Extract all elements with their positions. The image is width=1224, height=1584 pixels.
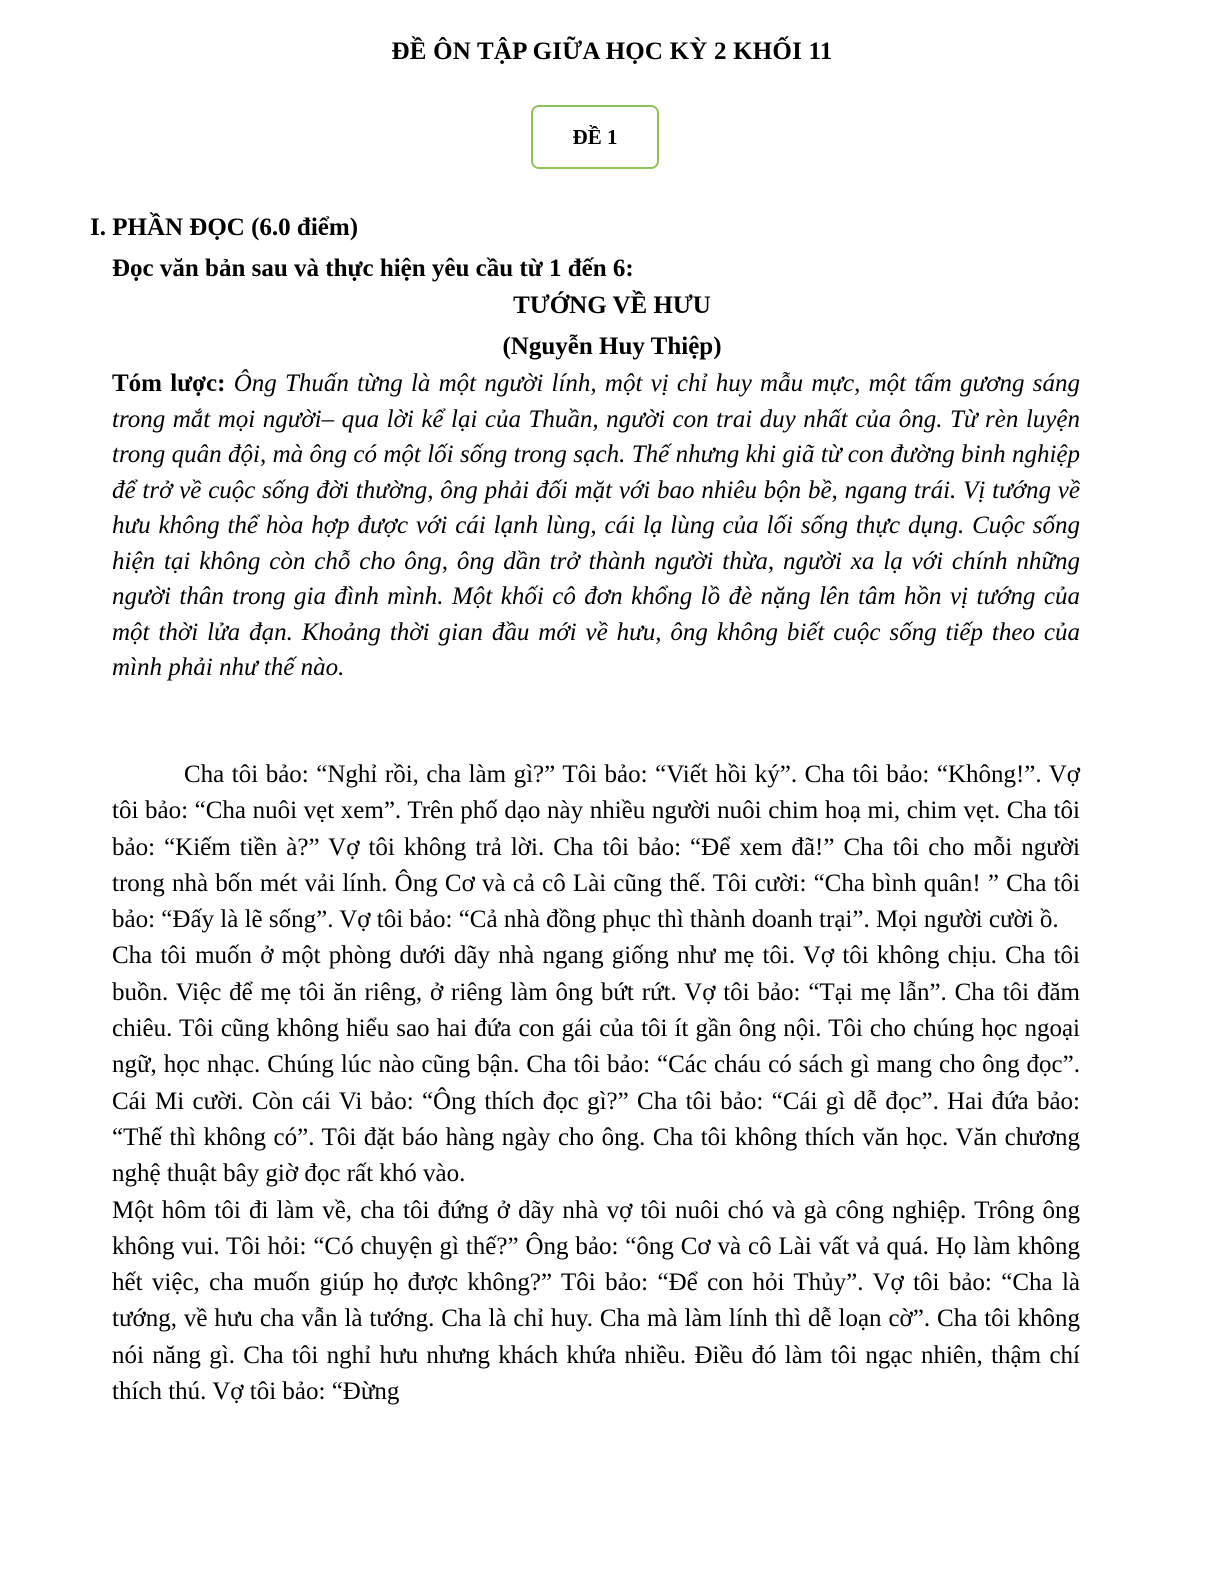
exam-number-label: ĐỀ 1 — [572, 124, 618, 149]
story-title: TƯỚNG VỀ HƯU — [513, 292, 711, 319]
story-author: (Nguyễn Huy Thiệp) — [502, 333, 722, 360]
summary-label: Tóm lược: — [112, 370, 226, 397]
summary-text: Ông Thuấn từng là một người lính, một vị chỉ huy mẫu mực, một tấm gương sáng trong mắt mọi người– qua lời kể lại của Thuần, người con trai duy nhất của ông. Từ rèn luyện trong quân đội, mà ông có một lối sống trong sạch. Thế nhưng khi giã từ con đường binh nghiệp để trở về cuộc sống đời thường, ông phải đối mặt với bao nhiêu bộn bề, ngang trái. Vị tướng về hưu không thể hòa hợp được với cái lạnh lùng, cái lạ lùng của lối sống thực dụng. Cuộc sống hiện tại không còn chỗ cho ông, ông dần trở thành người thừa, người xa lạ với chính những người thân trong gia đình mình. Một khối cô đơn khổng lồ đè nặng lên tâm hồn vị tướng của một thời lửa đạn. Khoảng thời gian đầu mới về hưu, ông không biết cuộc sống tiếp theo của mình phải như thế nào. — [112, 370, 1081, 681]
section-heading: I. PHẦN ĐỌC (6.0 điểm) — [90, 214, 359, 241]
paragraph: Một hôm tôi đi làm về, cha tôi đứng ở dãy nhà vợ tôi nuôi chó và gà công nghiệp. Trông ông không vui. Tôi hỏi: “Có chuyện gì thế?” Ông bảo: “ông Cơ và cô Lài vất vả quá. Họ làm không hết việc, cha muốn giúp họ được không?” Tôi bảo: “Để con hỏi Thủy”. Vợ tôi bảo: “Cha là tướng, về hưu cha vẫn là tướng. Cha là chỉ huy. Cha mà làm lính thì dễ loạn cờ”. Cha tôi không nói năng gì. Cha tôi nghỉ hưu nhưng khách khứa nhiều. Điều đó làm tôi ngạc nhiên, thậm chí thích thú. Vợ tôi bảo: “Đừng — [112, 1196, 1080, 1406]
paragraph: Cha tôi muốn ở một phòng dưới dãy nhà ngang giống như mẹ tôi. Vợ tôi không chịu. Cha tôi buồn. Việc để mẹ tôi ăn riêng, ở riêng làm ông bứt rứt. Vợ tôi bảo: “Tại mẹ lẫn”. Cha tôi đăm chiêu. Tôi cũng không hiểu sao hai đứa con gái của tôi ít gần ông nội. Tôi cho chúng học ngoại ngữ, học nhạc. Chúng lúc nào cũng bận. Cha tôi bảo: “Các cháu có sách gì mang cho ông đọc”. Cái Mi cười. Còn cái Vi bảo: “Ông thích đọc gì?” Cha tôi bảo: “Cái gì dễ đọc”. Hai đứa bảo: “Thế thì không có”. Tôi đặt báo hàng ngày cho ông. Cha tôi không thích văn học. Văn chương nghệ thuật bây giờ đọc rất khó vào. — [112, 942, 1080, 1188]
main-title: ĐỀ ÔN TẬP GIỮA HỌC KỲ 2 KHỐI 11 — [391, 38, 833, 65]
story-excerpt — [112, 757, 1080, 1410]
instruction-text: Đọc văn bản sau và thực hiện yêu cầu từ 1 đến 6: — [112, 255, 634, 282]
exam-number-box — [531, 105, 659, 169]
summary-paragraph — [112, 366, 1080, 686]
paragraph: Cha tôi bảo: “Nghỉ rồi, cha làm gì?” Tôi bảo: “Viết hồi ký”. Cha tôi bảo: “Không!”. Vợ tôi bảo: “Cha nuôi vẹt xem”. Trên phố dạo này nhiều người nuôi chim hoạ mi, chim vẹt. Cha tôi bảo: “Kiếm tiền à?” Vợ tôi không trả lời. Cha tôi bảo: “Để xem đã!” Cha tôi cho mỗi người trong nhà bốn mét vải lính. Ông Cơ và cả cô Lài cũng thế. Tôi cười: “Cha bình quân! ” Cha tôi bảo: “Đấy là lẽ sống”. Vợ tôi bảo: “Cả nhà đồng phục thì thành doanh trại”. Mọi người cười ồ. — [112, 761, 1080, 934]
